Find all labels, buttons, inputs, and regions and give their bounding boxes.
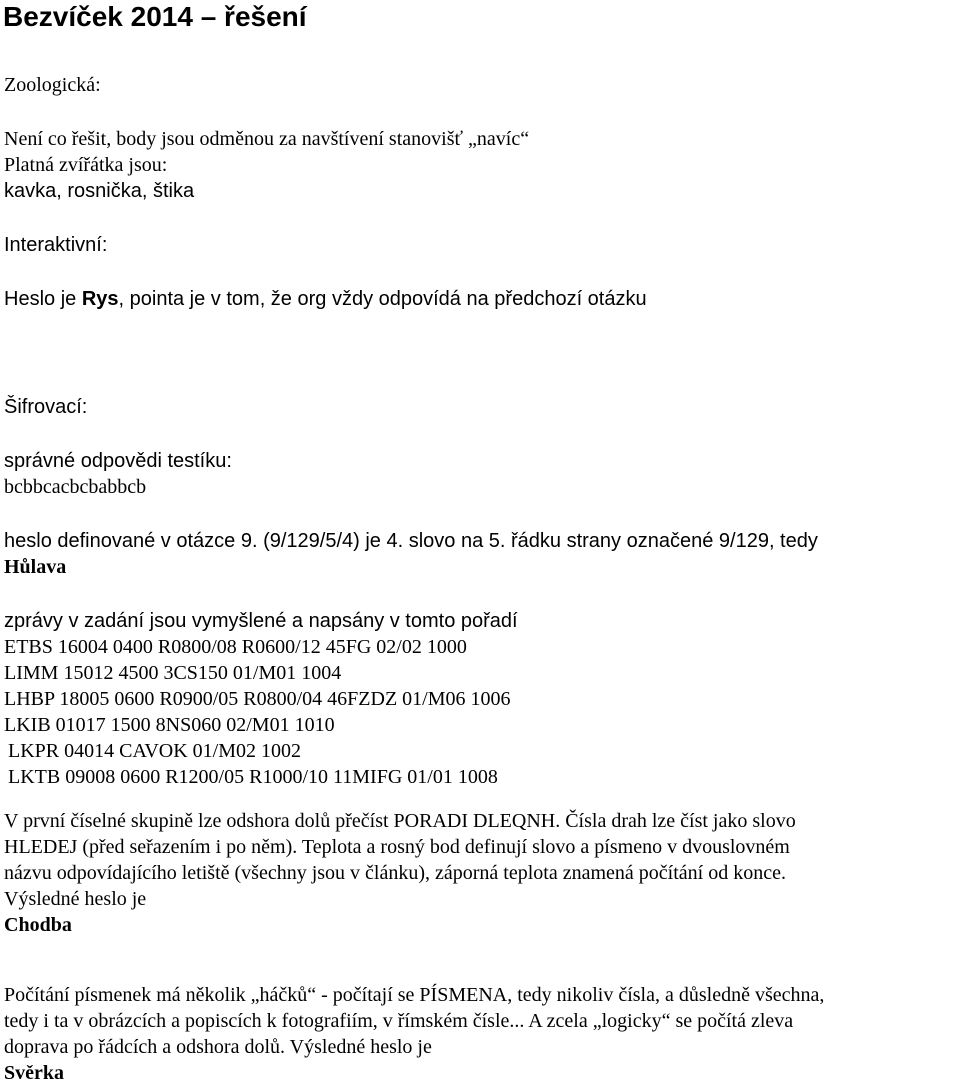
- interaktivni-post: , pointa je v tom, že org vždy odpovídá na předchozí otázku: [118, 288, 647, 310]
- message-line: LKIB 01017 1500 8NS060 02/M01 1010: [4, 714, 335, 736]
- zoologicka-heading: Zoologická:: [4, 74, 101, 96]
- interaktivni-pre: Heslo je: [4, 288, 82, 310]
- message-text: LKTB 09008 0600 R1200/05 R1000/10 11MIFG 01/01 1008: [8, 766, 498, 788]
- heslo-line: heslo definované v otázce 9. (9/129/5/4) je 4. slovo na 5. řádku strany označené 9/129, tedy: [4, 530, 818, 552]
- message-line: [4, 764, 498, 790]
- explanation-line: HLEDEJ (před seřazením i po něm). Teplota a rosný bod definují slovo a písmeno v dvouslovném: [4, 836, 790, 858]
- sverka-result: [4, 1060, 64, 1086]
- pismena-line: Počítání písmenek má několik „háčků“ - počítají se PÍSMENA, tedy nikoliv čísla, a důsledně všechna,: [4, 984, 825, 1006]
- explanation-line: názvu odpovídajícího letiště (všechny jsou v článku), záporná teplota znamená počítání od konce.: [4, 862, 786, 884]
- chodba-result: [4, 912, 72, 938]
- message-line: LHBP 18005 0600 R0900/05 R0800/04 46FZDZ 01/M06 1006: [4, 688, 511, 710]
- message-line: [4, 738, 301, 764]
- heslo-answer-text: Hůlava: [4, 556, 67, 578]
- zoologicka-line-2: Platná zvířátka jsou:: [4, 154, 168, 176]
- sverka-result-text: Svěrka: [4, 1062, 64, 1084]
- sifrovaci-heading: Šifrovací:: [4, 396, 88, 418]
- message-line: ETBS 16004 0400 R0800/08 R0600/12 45FG 02/02 1000: [4, 636, 467, 658]
- page-title: Bezvíček 2014 – řešení: [3, 1, 307, 32]
- chodba-result-text: Chodba: [4, 914, 72, 936]
- zoologicka-animals: kavka, rosnička, štika: [4, 180, 195, 202]
- pismena-line: doprava po řádcích a odshora dolů. Výsledné heslo je: [4, 1036, 432, 1058]
- test-label: správné odpovědi testíku:: [4, 450, 232, 472]
- message-line: LIMM 15012 4500 3CS150 01/M01 1004: [4, 662, 342, 684]
- message-text: LKPR 04014 CAVOK 01/M02 1002: [8, 740, 301, 762]
- explanation-line: Výsledné heslo je: [4, 888, 147, 910]
- interaktivni-heading: Interaktivní:: [4, 234, 108, 256]
- interaktivni-line: [4, 286, 647, 312]
- interaktivni-answer: Rys: [81, 288, 119, 310]
- heslo-answer: [4, 554, 66, 580]
- explanation-line: V první číselné skupině lze odshora dolů přečíst PORADI DLEQNH. Čísla drah lze číst jako slovo: [4, 810, 796, 832]
- zpravy-intro: zprávy v zadání jsou vymyšlené a napsány v tomto pořadí: [4, 610, 518, 632]
- zoologicka-line-1: Není co řešit, body jsou odměnou za navštívení stanovišť „navíc“: [4, 128, 530, 150]
- pismena-line: tedy i ta v obrázcích a popiscích k fotografiím, v římském čísle... A zcela „logicky“ se počítá zleva: [4, 1010, 794, 1032]
- test-answers: bcbbcacbcbabbcb: [4, 476, 147, 498]
